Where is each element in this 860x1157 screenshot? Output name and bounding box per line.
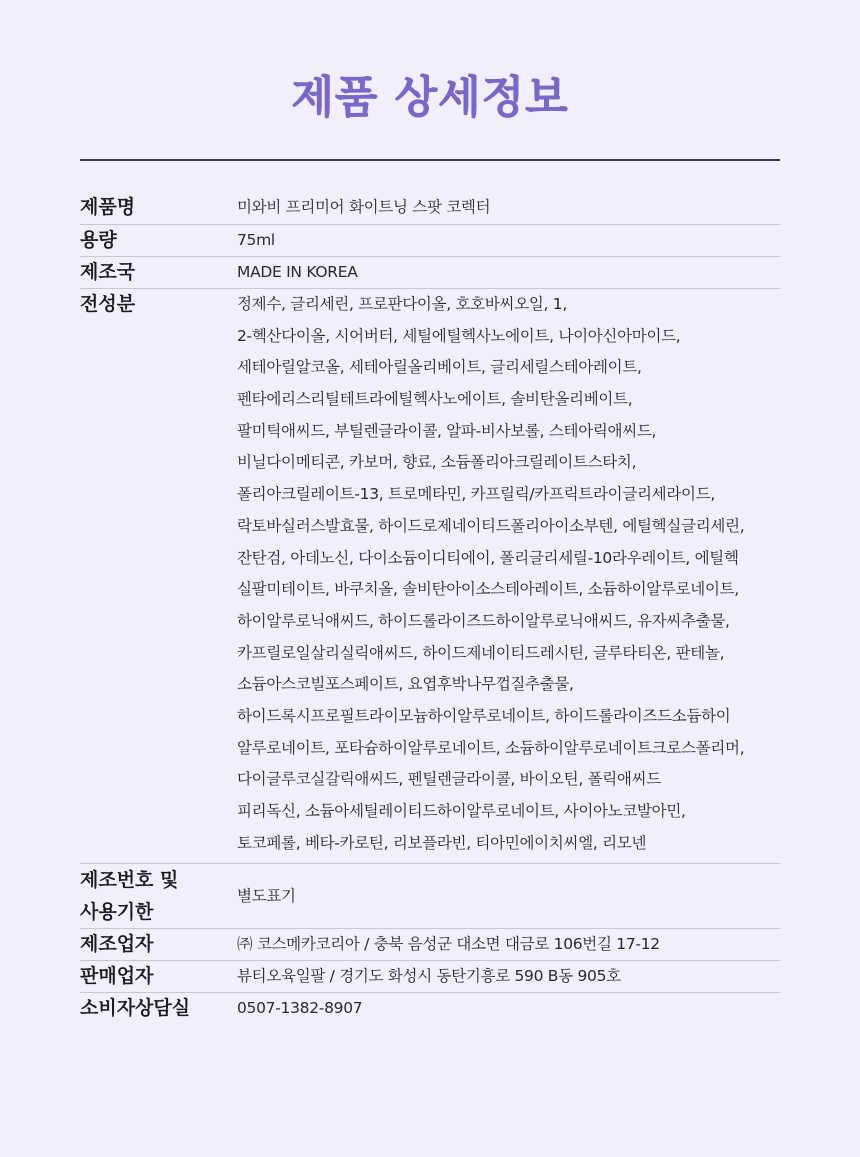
consumer-center-label: 소비자상담실	[80, 997, 191, 1020]
origin-label: 제조국	[80, 261, 136, 283]
row-lot-expiry	[80, 864, 780, 929]
consumer-center-value: 0507-1382-8907	[237, 999, 363, 1018]
ingredients-line: 하이알루로닉애씨드, 하이드롤라이즈드하이알루로닉애씨드, 유자씨추출물,	[237, 611, 730, 630]
ingredients-line: 다이글루코실갈릭애씨드, 펜틸렌글라이콜, 바이오틴, 폴릭애씨드	[237, 770, 661, 789]
product-info-table	[80, 190, 780, 1024]
ingredients-line: 락토바실러스발효물, 하이드로제네이티드폴리아이소부텐, 에틸헥실글리세린,	[237, 516, 745, 535]
ingredients-line: 정제수, 글리세린, 프로판다이올, 호호바씨오일, 1,	[237, 295, 567, 313]
ingredients-line: 폴리아크릴레이트-13, 트로메타민, 카프릴릭/카프릭트라이글리세라이드,	[237, 485, 715, 504]
row-consumer-center	[80, 993, 780, 1024]
page-title: 제품 상세정보	[291, 72, 569, 123]
title-divider	[80, 159, 780, 161]
manufacturer-value: ㈜ 코스메카코리아 / 충북 음성군 대소면 대금로 106번길 17-12	[237, 935, 660, 954]
origin-value: MADE IN KOREA	[237, 263, 358, 281]
row-seller	[80, 961, 780, 993]
lot-expiry-value: 별도표기	[237, 887, 296, 906]
row-product-name	[80, 190, 780, 225]
ingredients-line: 하이드록시프로필트라이모늄하이알루로네이트, 하이드롤라이즈드소듐하이	[237, 706, 731, 725]
row-manufacturer	[80, 929, 780, 961]
ingredients-line: 2-헥산다이올, 시어버터, 세틸에틸헥사노에이트, 나이아신아마이드,	[237, 326, 681, 345]
ingredients-line: 알루로네이트, 포타슘하이알루로네이트, 소듐하이알루로네이트크로스폴리머,	[237, 738, 745, 757]
ingredients-line: 펜타에리스리틸테트라에틸헥사노에이트, 솔비탄올리베이트,	[237, 390, 633, 409]
volume-label: 용량	[80, 229, 117, 251]
ingredients-label: 전성분	[80, 293, 136, 315]
manufacturer-label: 제조업자	[80, 933, 154, 956]
ingredients-value	[237, 289, 780, 859]
ingredients-line: 팔미틱애씨드, 부틸렌글라이콜, 알파-비사보롤, 스테아릭애씨드,	[237, 421, 657, 440]
seller-label: 판매업자	[80, 965, 154, 988]
ingredients-line: 토코페롤, 베타-카로틴, 리보플라빈, 티아민에이치씨엘, 리모넨	[237, 833, 647, 852]
row-origin	[80, 257, 780, 289]
lot-expiry-label	[80, 864, 237, 928]
ingredients-line: 소듐아스코빌포스페이트, 요엽후박나무껍질추출물,	[237, 675, 574, 694]
ingredients-line: 비닐다이메티콘, 카보머, 향료, 소듐폴리아크릴레이트스타치,	[237, 453, 637, 472]
volume-value: 75ml	[237, 231, 275, 249]
ingredients-line: 피리독신, 소듐아세틸레이티드하이알루로네이트, 사이아노코발아민,	[237, 802, 686, 820]
lot-expiry-label-line: 사용기한	[80, 901, 154, 924]
product-name-value: 미와비 프리미어 화이트닝 스팟 코렉터	[237, 198, 491, 216]
ingredients-line: 실팔미테이트, 바쿠치올, 솔비탄아이소스테아레이트, 소듐하이알루로네이트,	[237, 580, 739, 599]
seller-value: 뷰티오육일팔 / 경기도 화성시 동탄기흥로 590 B동 905호	[237, 967, 621, 986]
ingredients-line: 세테아릴알코올, 세테아릴올리베이트, 글리세릴스테아레이트,	[237, 358, 642, 377]
product-name-label: 제품명	[80, 196, 136, 218]
ingredients-line: 잔탄검, 아데노신, 다이소듐이디티에이, 폴리글리세릴-10라우레이트, 에틸헥	[237, 548, 739, 567]
ingredients-line: 카프릴로일살리실릭애씨드, 하이드제네이티드레시틴, 글루타티온, 판테놀,	[237, 643, 725, 662]
lot-expiry-label-line: 제조번호 및	[80, 869, 179, 892]
row-ingredients	[80, 289, 780, 864]
row-volume	[80, 225, 780, 257]
